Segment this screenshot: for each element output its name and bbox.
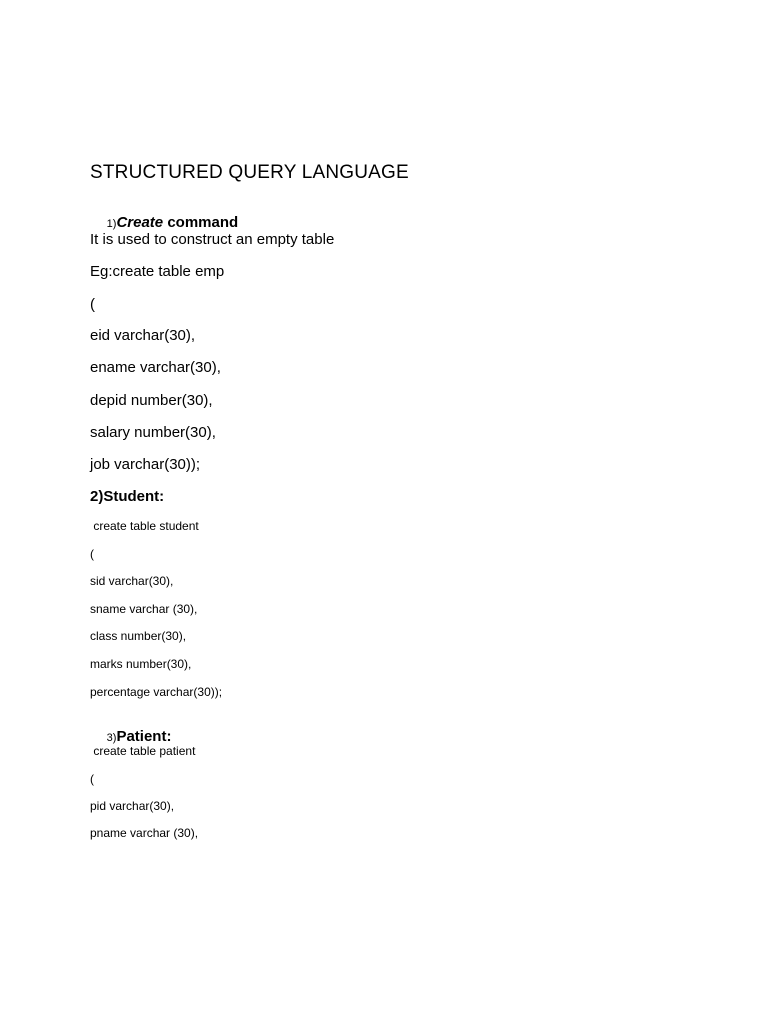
- section-1-heading-rest: command: [163, 214, 239, 231]
- code-line: (: [90, 772, 94, 786]
- code-line: marks number(30),: [90, 657, 192, 671]
- section-1-number: 1): [106, 218, 117, 230]
- section-1-keyword: Create: [116, 214, 164, 231]
- section-1-description: It is used to construct an empty table: [90, 231, 335, 248]
- code-line: pid varchar(30),: [90, 799, 175, 813]
- code-line: create table patient: [90, 744, 196, 758]
- code-line: create table student: [90, 519, 199, 533]
- code-line: salary number(30),: [90, 424, 216, 441]
- code-line: pname varchar (30),: [90, 826, 199, 840]
- section-3-label: Patient:: [116, 728, 172, 745]
- code-line: percentage varchar(30));: [90, 685, 223, 699]
- document-title: STRUCTURED QUERY LANGUAGE: [90, 162, 409, 183]
- code-line: Eg:create table emp: [90, 263, 225, 280]
- code-line: sid varchar(30),: [90, 574, 174, 588]
- code-line: eid varchar(30),: [90, 327, 196, 344]
- section-3-number: 3): [106, 732, 117, 744]
- code-line: class number(30),: [90, 629, 187, 643]
- section-2-heading: 2)Student:: [90, 488, 165, 505]
- code-line: sname varchar (30),: [90, 602, 198, 616]
- code-line: depid number(30),: [90, 392, 213, 409]
- code-line: ename varchar(30),: [90, 359, 221, 376]
- code-line: job varchar(30));: [90, 456, 201, 473]
- code-line: (: [90, 296, 95, 313]
- code-line: (: [90, 547, 94, 561]
